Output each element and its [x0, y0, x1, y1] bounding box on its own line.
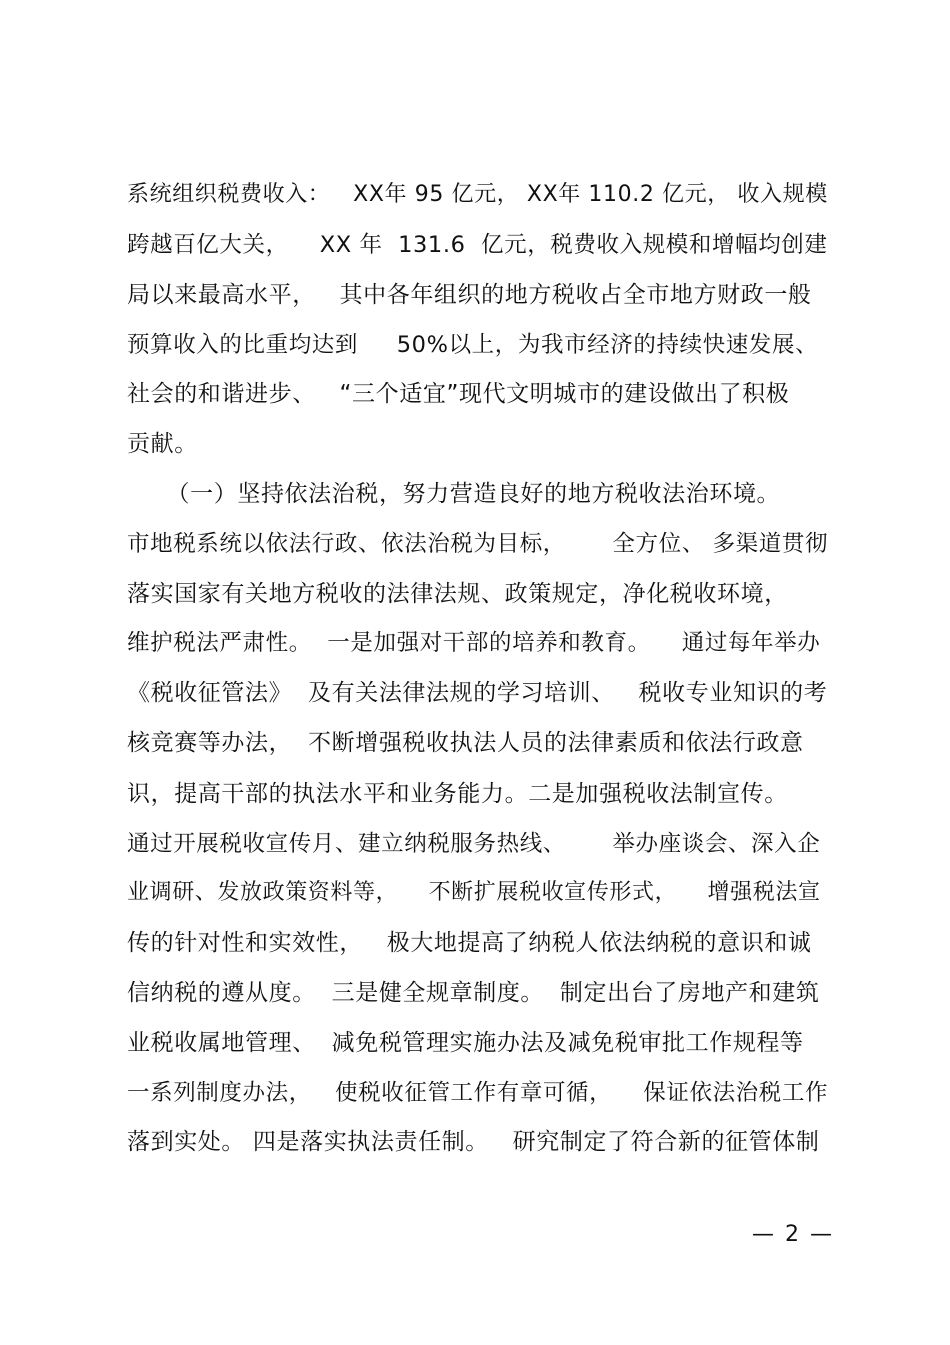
body-text-line: 落到实处。 四是落实执法责任制。 研究制定了符合新的征管体制	[127, 1129, 820, 1155]
body-text-line: 落实国家有关地方税收的法律法规、政策规定，净化税收环境，	[127, 581, 788, 607]
body-text-line: 局以来最高水平， 其中各年组织的地方税收占全市地方财政一般	[127, 282, 812, 308]
body-text-line: 预算收入的比重均达到 50%以上，为我市经济的持续快速发展、	[127, 332, 819, 358]
body-text-line: 社会的和谐进步、 “三个适宜”现代文明城市的建设做出了积极	[127, 381, 790, 407]
body-text-line: 识，提高干部的执法水平和业务能力。二是加强税收法制宣传。	[127, 781, 788, 807]
body-text-line: 一系列制度办法， 使税收征管工作有章可循， 保证依法治税工作	[127, 1080, 829, 1106]
body-text-line: 市地税系统以依法行政、依法治税为目标， 全方位、 多渠道贯彻	[127, 531, 829, 557]
page-number: — 2 —	[752, 1222, 834, 1247]
body-text-line: 系统组织税费收入： XX年 95 亿元， XX年 110.2 亿元， 收入规模	[127, 182, 828, 207]
body-text-line: 通过开展税收宣传月、建立纳税服务热线、 举办座谈会、深入企	[127, 831, 821, 857]
body-text-line: 维护税法严肃性。 一是加强对干部的培养和教育。 通过每年举办	[127, 630, 821, 656]
body-text-line: 跨越百亿大关， XX 年 131.6 亿元，税费收入规模和增幅均创建	[127, 232, 828, 258]
body-text-line: 业税收属地管理、 减免税管理实施办法及减免税审批工作规程等	[127, 1030, 804, 1056]
body-text-line: 贡献。	[127, 431, 198, 457]
section-heading: （一）坚持依法治税，努力营造良好的地方税收法治环境。	[127, 481, 781, 507]
body-text-line: 传的针对性和实效性， 极大地提高了纳税人依法纳税的意识和诚	[127, 930, 812, 956]
body-text-line: 核竞赛等办法， 不断增强税收执法人员的法律素质和依法行政意	[127, 730, 804, 756]
body-text-line: 信纳税的遵从度。 三是健全规章制度。 制定出台了房地产和建筑	[127, 980, 820, 1006]
body-text-line: 《税收征管法》 及有关法律法规的学习培训、 税收专业知识的考	[127, 680, 828, 706]
body-text-line: 业调研、发放政策资料等， 不断扩展税收宣传形式， 增强税法宣	[127, 880, 821, 905]
